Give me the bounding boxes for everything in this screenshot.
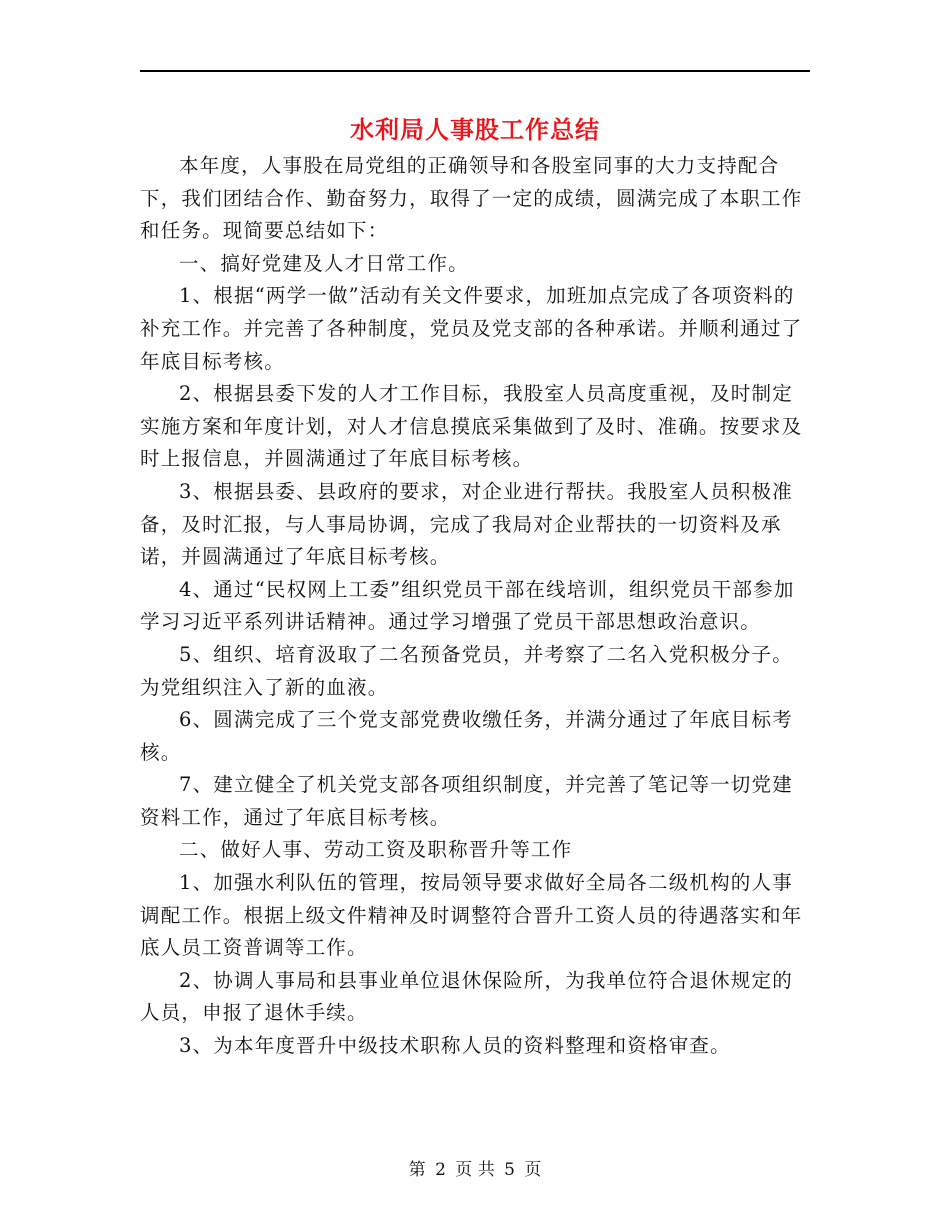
page-footer xyxy=(0,1155,950,1180)
paragraph: 5、组织、培育汲取了二名预备党员，并考察了二名入党积极分子。为党组织注入了新的血液。 xyxy=(140,642,793,699)
document-body xyxy=(140,150,808,1063)
footer-suffix: 页 xyxy=(524,1160,542,1180)
footer-prefix: 第 xyxy=(408,1160,426,1180)
paragraph: 3、根据县委、县政府的要求，对企业进行帮扶。我股室人员积极准备，及时汇报，与人事局协调，完成了我局对企业帮扶的一切资料及承诺，并圆满通过了年底目标考核。 xyxy=(140,479,793,569)
paragraph: 3、为本年度晋升中级技术职称人员的资料整理和资格审查。 xyxy=(179,1034,731,1058)
paragraph: 2、根据县委下发的人才工作目标，我股室人员高度重视，及时制定实施方案和年度计划，对人才信息摸底采集做到了及时、准确。按要求及时上报信息，并圆满通过了年底目标考核。 xyxy=(140,382,803,471)
paragraph: 1、加强水利队伍的管理，按局领导要求做好全局各二级机构的人事调配工作。根据上级文件精神及时调整符合晋升工资人员的待遇落实和年底人员工资普调等工作。 xyxy=(140,871,803,960)
footer-page-number: 2 xyxy=(435,1160,446,1180)
paragraph: 2、协调人事局和县事业单位退休保险所，为我单位符合退休规定的人员，申报了退休手续。 xyxy=(140,968,793,1025)
footer-total-pages: 5 xyxy=(504,1160,515,1180)
paragraph: 4、通过“民权网上工委”组织党员干部在线培训，组织党员干部参加学习习近平系列讲话精神。通过学习增强了党员干部思想政治意识。 xyxy=(140,577,795,634)
page-title: 水利局人事股工作总结 xyxy=(350,115,600,144)
header-rule xyxy=(140,70,810,72)
paragraph: 7、建立健全了机关党支部各项组织制度，并完善了笔记等一切党建资料工作，通过了年底目标考核。 xyxy=(140,773,793,829)
paragraph: 1、根据“两学一做”活动有关文件要求，加班加点完成了各项资料的补充工作。并完善了各种制度，党员及党支部的各种承诺。并顺利通过了年底目标考核。 xyxy=(140,284,803,373)
footer-middle: 页 共 xyxy=(455,1160,495,1180)
paragraph: 6、圆满完成了三个党支部党费收缴任务，并满分通过了年底目标考核。 xyxy=(140,708,793,764)
section-heading-1: 一、搞好党建及人才日常工作。 xyxy=(179,251,469,275)
section-heading-2: 二、做好人事、劳动工资及职称晋升等工作 xyxy=(179,838,573,862)
paragraph-intro: 本年度，人事股在局党组的正确领导和各股室同事的大力支持配合下，我们团结合作、勤奋努力，取得了一定的成绩，圆满完成了本职工作和任务。现简要总结如下： xyxy=(140,154,803,243)
